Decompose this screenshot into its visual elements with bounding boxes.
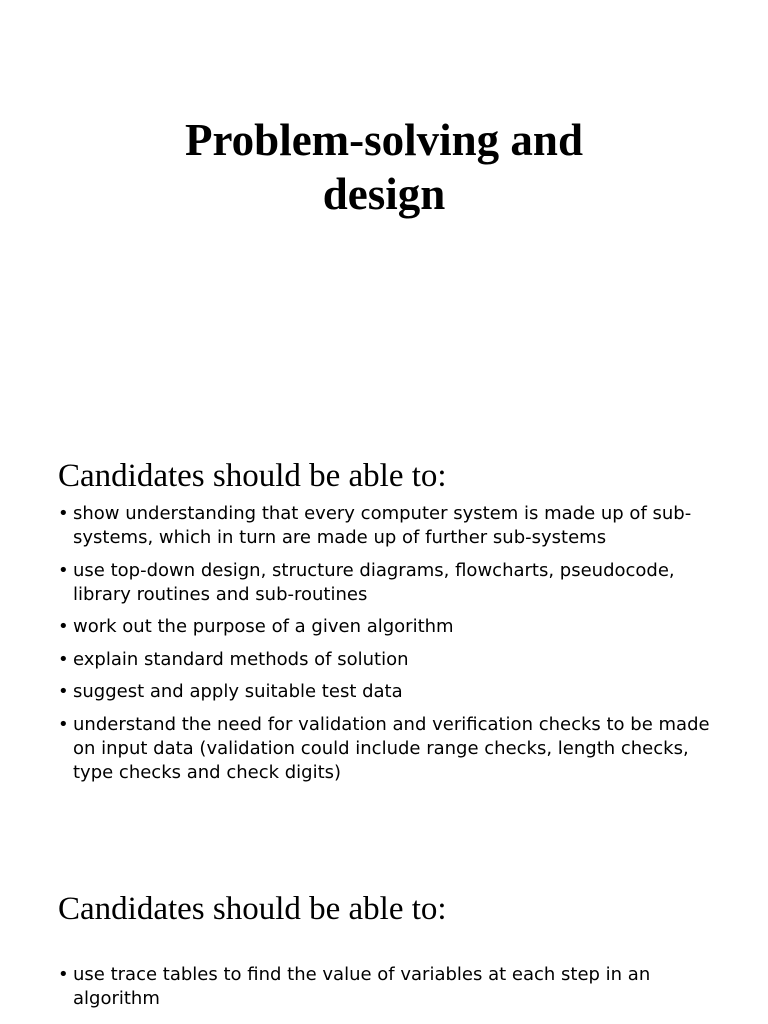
list-item-text: work out the purpose of a given algorithm	[73, 616, 454, 637]
bullet-icon: •	[58, 713, 69, 735]
list-item-text: use trace tables to find the value of variables at each step in an algorithm	[73, 964, 651, 1009]
section-heading: Candidates should be able to:	[58, 891, 447, 927]
list-item-text: suggest and apply suitable test data	[73, 681, 403, 702]
bullet-list	[58, 963, 728, 1020]
list-item	[58, 713, 728, 785]
section-heading: Candidates should be able to:	[58, 458, 447, 494]
list-item-text: show understanding that every computer system is made up of sub-systems, which in turn are made up of further sub-systems	[73, 503, 692, 548]
title-slide	[0, 0, 768, 290]
title-line-2: design	[322, 169, 446, 219]
list-item	[58, 963, 728, 1011]
bullet-icon: •	[58, 559, 69, 581]
bullet-icon: •	[58, 648, 69, 670]
bullet-icon: •	[58, 681, 69, 702]
list-item	[58, 680, 728, 704]
list-item	[58, 615, 728, 639]
page-title	[0, 113, 768, 221]
list-item-text: explain standard methods of solution	[73, 648, 409, 670]
bullet-icon: •	[58, 503, 69, 524]
list-item-text: understand the need for validation and verification checks to be made on input data (validation could include range checks, length checks, type checks and check digits)	[73, 713, 710, 783]
bullet-icon: •	[58, 964, 69, 985]
list-item	[58, 648, 728, 672]
list-item-text: use top-down design, structure diagrams, flowcharts, pseudocode, library routines and sub-routines	[73, 559, 675, 605]
bullet-list	[58, 502, 728, 793]
list-item	[58, 559, 728, 607]
title-line-1: Problem-solving and	[185, 115, 583, 165]
list-item	[58, 502, 728, 550]
bullet-icon: •	[58, 616, 69, 637]
